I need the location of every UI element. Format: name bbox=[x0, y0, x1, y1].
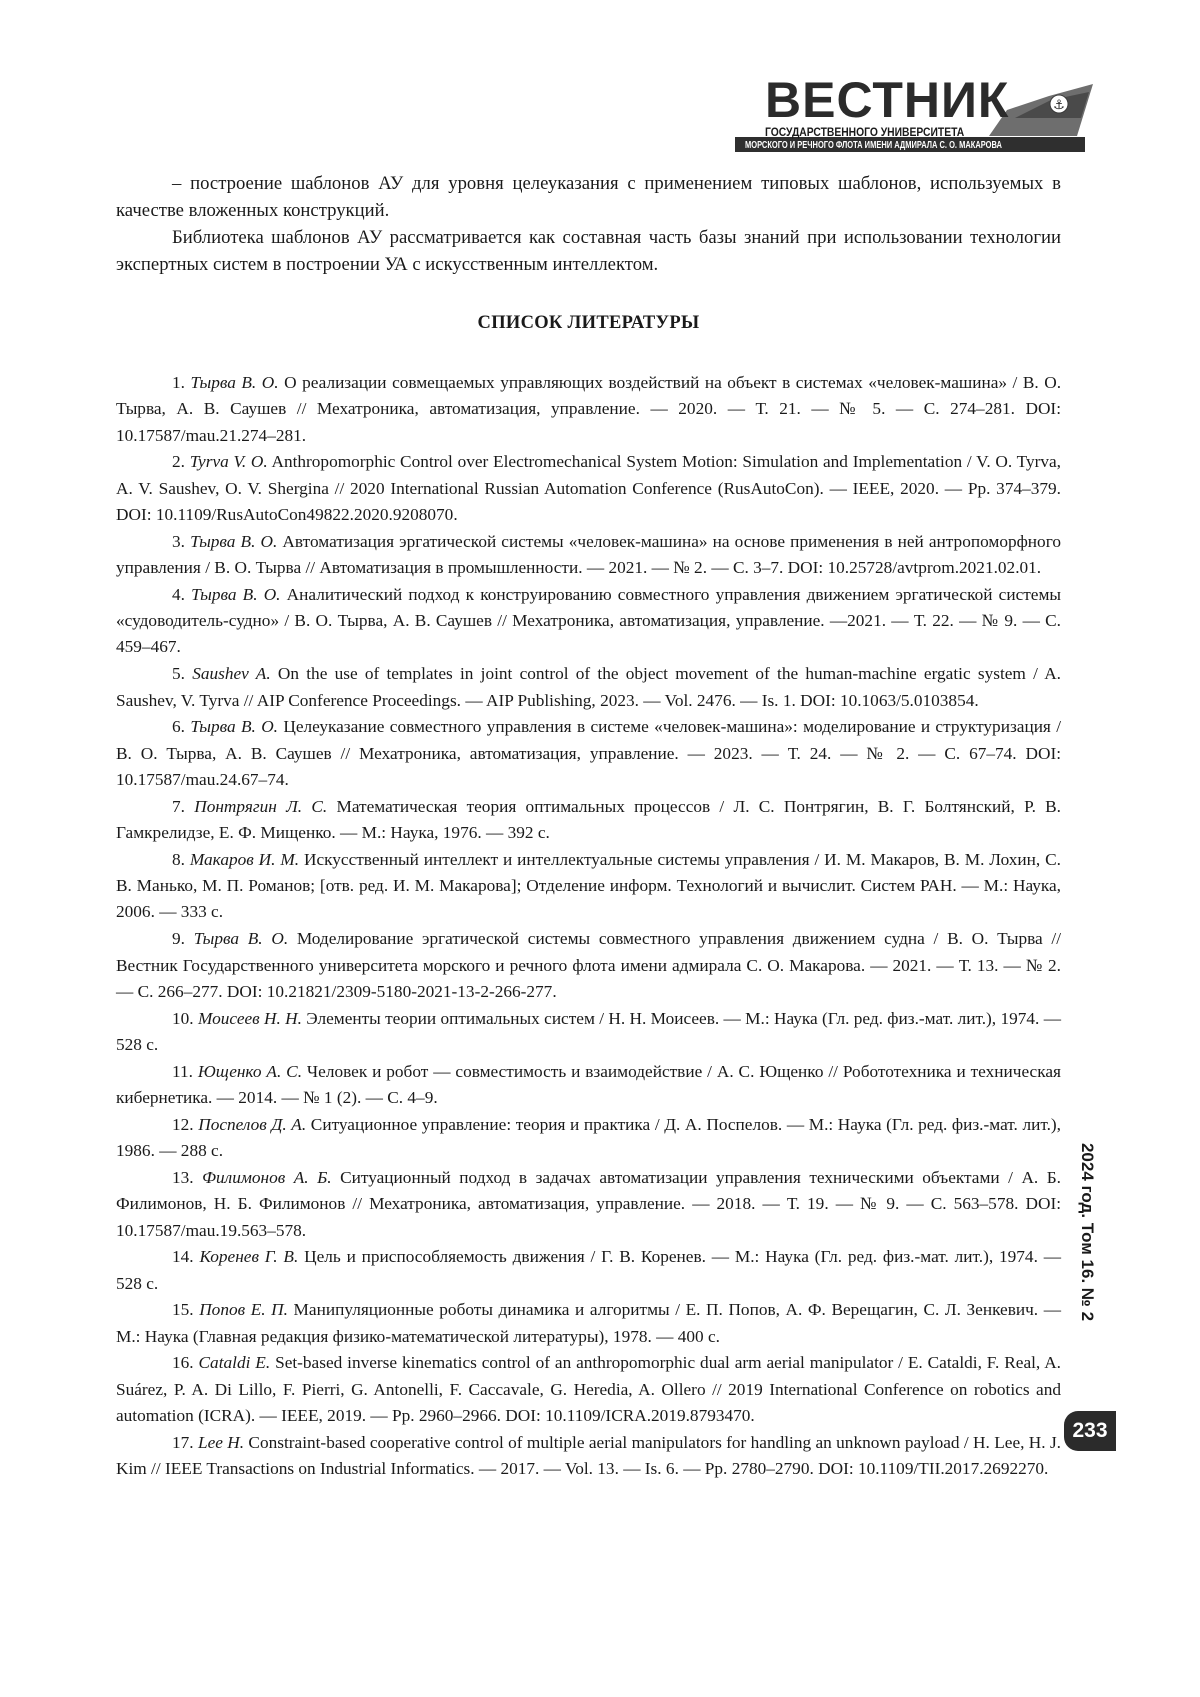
reference-number: 12. bbox=[172, 1115, 194, 1134]
reference-item bbox=[116, 847, 1061, 926]
reference-item bbox=[116, 1006, 1061, 1059]
reference-text: On the use of templates in joint control of the object movement of the human-machine ergatic system / A. Saushev, V. Tyrva // AIP Conference Proceedings. — AIP Publishing, 2023. — Vol. 2476. — Is. 1. DOI: 10.1063/5.0103854. bbox=[116, 664, 1061, 709]
reference-author: Попов Е. П. bbox=[199, 1300, 288, 1319]
intro-text bbox=[116, 170, 1061, 278]
reference-item bbox=[116, 1112, 1061, 1165]
intro-paragraph: – построение шаблонов АУ для уровня целеуказания с применением типовых шаблонов, используемых в качестве вложенных конструкций. bbox=[116, 170, 1061, 224]
references-title: СПИСОК ЛИТЕРАТУРЫ bbox=[116, 313, 1061, 334]
reference-number: 9. bbox=[172, 929, 185, 948]
reference-author: Моисеев Н. Н. bbox=[198, 1009, 302, 1028]
reference-text: Set-based inverse kinematics control of an anthropomorphic dual arm aerial manipulator / E. Cataldi, F. Real, A. Suárez, P. A. Di Lillo, F. Pierri, G. Antonelli, F. Caccavale, G. Heredia, A. Ollero // 2019 International Conference on robotics and automation (ICRA). — IEEE, 2019. — Pp. 2960–2966. DOI: 10.1109/ICRA.2019.8793470. bbox=[116, 1353, 1061, 1425]
reference-author: Филимонов А. Б. bbox=[202, 1168, 332, 1187]
reference-author: Тырва В. О. bbox=[190, 717, 278, 736]
reference-text: Манипуляционные роботы динамика и алгоритмы / Е. П. Попов, А. Ф. Верещагин, С. Л. Зенкевич. — М.: Наука (Главная редакция физико-математической литературы), 1978. — 400 с. bbox=[116, 1300, 1061, 1345]
reference-item bbox=[116, 661, 1061, 714]
reference-number: 11. bbox=[172, 1062, 193, 1081]
reference-item bbox=[116, 1165, 1061, 1244]
reference-number: 10. bbox=[172, 1009, 194, 1028]
volume-label: 2024 год. Том 16. № 2 bbox=[1077, 1143, 1097, 1321]
reference-text: Автоматизация эргатической системы «человек-машина» на основе применения в ней антропоморфного управления / В. О. Тырва // Автоматизация в промышленности. — 2021. — № 2. — С. 3–7. DOI: 10.25728/avtprom.2021.02.01. bbox=[116, 532, 1061, 577]
reference-text: О реализации совмещаемых управляющих воздействий на объект в системах «человек-машина» / В. О. Тырва, А. В. Саушев // Мехатроника, автоматизация, управление. — 2020. — Т. 21. — № 5. — С. 274–281. DOI: 10.17587/mau.21.274–281. bbox=[116, 373, 1061, 445]
reference-item bbox=[116, 449, 1061, 528]
reference-number: 6. bbox=[172, 717, 185, 736]
reference-item bbox=[116, 370, 1061, 449]
reference-author: Тырва В. О. bbox=[191, 373, 279, 392]
reference-author: Макаров И. М. bbox=[190, 850, 299, 869]
reference-author: Поспелов Д. А. bbox=[198, 1115, 306, 1134]
reference-item bbox=[116, 1059, 1061, 1112]
reference-list bbox=[116, 370, 1061, 1483]
logo-subtitle-line2: МОРСКОГО И РЕЧНОГО ФЛОТА ИМЕНИ АДМИРАЛА С. О. МАКАРОВА bbox=[745, 140, 1002, 151]
reference-text: Математическая теория оптимальных процессов / Л. С. Понтрягин, В. Г. Болтянский, Р. В. Гамкрелидзе, Е. Ф. Мищенко. — М.: Наука, 1976. — 392 с. bbox=[116, 797, 1061, 842]
reference-text: Ситуационное управление: теория и практика / Д. А. Поспелов. — М.: Наука (Гл. ред. физ.-мат. лит.), 1986. — 288 с. bbox=[116, 1115, 1061, 1160]
reference-number: 3. bbox=[172, 532, 185, 551]
reference-text: Аналитический подход к конструированию совместного управления движением эргатической системы «судоводитель-судно» / В. О. Тырва, А. В. Саушев // Мехатроника, автоматизация, управление. —2021. — Т. 22. — № 9. — С. 459–467. bbox=[116, 585, 1061, 657]
logo-subtitle-line1: ГОСУДАРСТВЕННОГО УНИВЕРСИТЕТА bbox=[765, 125, 964, 139]
reference-item bbox=[116, 1297, 1061, 1350]
reference-number: 16. bbox=[172, 1353, 194, 1372]
reference-author: Коренев Г. В. bbox=[199, 1247, 298, 1266]
page-number: 233 bbox=[1064, 1411, 1116, 1451]
svg-text:⚓: ⚓ bbox=[1053, 98, 1065, 113]
reference-item bbox=[116, 714, 1061, 793]
reference-number: 4. bbox=[172, 585, 185, 604]
reference-item bbox=[116, 529, 1061, 582]
intro-paragraph: Библиотека шаблонов АУ рассматривается как составная часть базы знаний при использовании технологии экспертных систем в построении УА с искусственным интеллектом. bbox=[116, 224, 1061, 278]
logo-title: ВЕСТНИК bbox=[765, 72, 1009, 128]
reference-author: Lee H. bbox=[198, 1433, 244, 1452]
reference-author: Tyrva V. O. bbox=[190, 452, 268, 471]
reference-text: Целеуказание совместного управления в системе «человек-машина»: моделирование и структуризация / В. О. Тырва, А. В. Саушев // Мехатроника, автоматизация, управление. — 2023. — Т. 24. — № 2. — С. 67–74. DOI: 10.17587/mau.24.67–74. bbox=[116, 717, 1061, 789]
reference-item bbox=[116, 926, 1061, 1005]
reference-author: Понтрягин Л. С. bbox=[194, 797, 327, 816]
reference-number: 5. bbox=[172, 664, 185, 683]
reference-item bbox=[116, 1350, 1061, 1429]
reference-number: 15. bbox=[172, 1300, 194, 1319]
reference-author: Тырва В. О. bbox=[194, 929, 288, 948]
reference-number: 2. bbox=[172, 452, 185, 471]
reference-author: Cataldi E. bbox=[199, 1353, 271, 1372]
reference-author: Тырва В. О. bbox=[191, 585, 280, 604]
reference-item bbox=[116, 582, 1061, 661]
reference-number: 14. bbox=[172, 1247, 194, 1266]
reference-text: Человек и робот — совместимость и взаимодействие / А. С. Ющенко // Робототехника и техническая кибернетика. — 2014. — № 1 (2). — С. 4–9. bbox=[116, 1062, 1061, 1107]
reference-text: Ситуационный подход в задачах автоматизации управления техническими объектами / А. Б. Филимонов, Н. Б. Филимонов // Мехатроника, автоматизация, управление. — 2018. — Т. 19. — № 9. — С. 563–578. DOI: 10.17587/mau.19.563–578. bbox=[116, 1168, 1061, 1240]
reference-text: Моделирование эргатической системы совместного управления движением судна / В. О. Тырва // Вестник Государственного университета морского и речного флота имени адмирала С. О. Макарова. — 2021. — Т. 13. — № 2. — С. 266–277. DOI: 10.21821/2309-5180-2021-13-2-266-277. bbox=[116, 929, 1061, 1001]
reference-item bbox=[116, 1244, 1061, 1297]
reference-text: Элементы теории оптимальных систем / Н. Н. Моисеев. — М.: Наука (Гл. ред. физ.-мат. лит.), 1974. — 528 с. bbox=[116, 1009, 1061, 1054]
reference-number: 8. bbox=[172, 850, 185, 869]
reference-author: Saushev A. bbox=[192, 664, 270, 683]
reference-text: Anthropomorphic Control over Electromechanical System Motion: Simulation and Implementation / V. O. Tyrva, A. V. Saushev, O. V. Shergina // 2020 International Russian Automation Conference (RusAutoCon). — IEEE, 2020. — Pp. 374–379. DOI: 10.1109/RusAutoCon49822.2020.9208070. bbox=[116, 452, 1061, 524]
reference-text: Constraint-based cooperative control of multiple aerial manipulators for handling an unknown payload / H. Lee, H. J. Kim // IEEE Transactions on Industrial Informatics. — 2017. — Vol. 13. — Is. 6. — Pp. 2780–2790. DOI: 10.1109/TII.2017.2692270. bbox=[116, 1433, 1061, 1478]
reference-author: Ющенко А. С. bbox=[198, 1062, 302, 1081]
reference-number: 13. bbox=[172, 1168, 194, 1187]
reference-number: 1. bbox=[172, 373, 185, 392]
journal-logo bbox=[735, 72, 1095, 150]
reference-number: 17. bbox=[172, 1433, 194, 1452]
reference-number: 7. bbox=[172, 797, 185, 816]
reference-item bbox=[116, 1430, 1061, 1483]
reference-author: Тырва В. О. bbox=[190, 532, 277, 551]
reference-item bbox=[116, 794, 1061, 847]
reference-text: Цель и приспособляемость движения / Г. В. Коренев. — М.: Наука (Гл. ред. физ.-мат. лит.), 1974. — 528 с. bbox=[116, 1247, 1061, 1292]
reference-text: Искусственный интеллект и интеллектуальные системы управления / И. М. Макаров, В. М. Лохин, С. В. Манько, М. П. Романов; [отв. ред. И. М. Макарова]; Отделение информ. Технологий и вычислит. Систем РАН. — М.: Наука, 2006. — 333 с. bbox=[116, 850, 1061, 922]
